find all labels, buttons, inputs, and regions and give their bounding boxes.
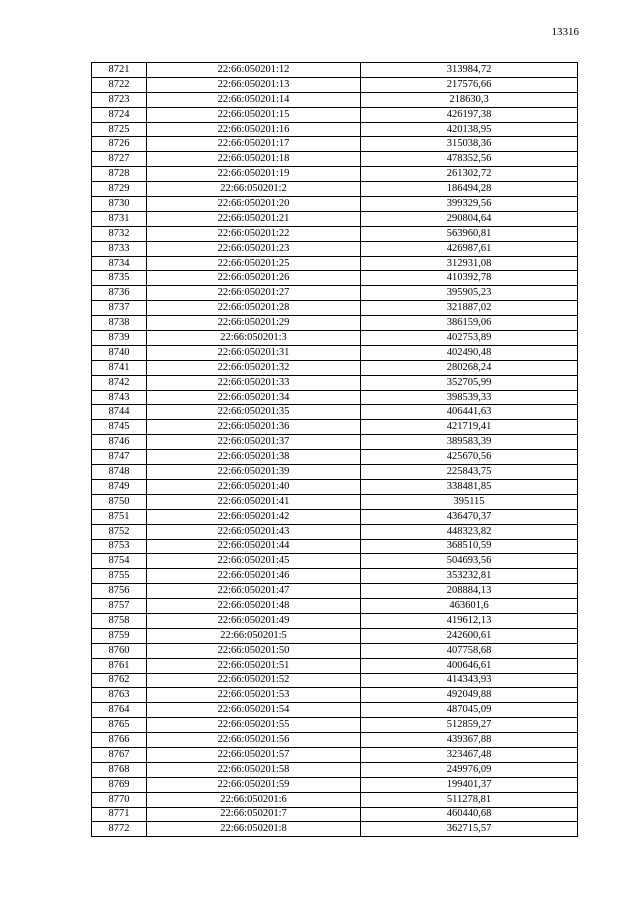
cadastral-number-cell: 22:66:050201:22	[147, 226, 361, 241]
table-row	[92, 822, 578, 837]
row-number-cell: 8736	[92, 286, 147, 301]
row-number-cell: 8732	[92, 226, 147, 241]
cadastral-value-cell: 487045,09	[361, 703, 578, 718]
cadastral-value-table	[91, 62, 578, 837]
row-number-cell: 8753	[92, 539, 147, 554]
cadastral-number-cell: 22:66:050201:8	[147, 822, 361, 837]
cadastral-value-cell: 290804,64	[361, 211, 578, 226]
cadastral-value-cell: 315038,36	[361, 137, 578, 152]
cadastral-number-cell: 22:66:050201:39	[147, 465, 361, 480]
cadastral-value-cell: 208884,13	[361, 584, 578, 599]
row-number-cell: 8721	[92, 63, 147, 78]
table-row	[92, 524, 578, 539]
cadastral-number-cell: 22:66:050201:20	[147, 197, 361, 212]
table-row	[92, 107, 578, 122]
cadastral-value-cell: 426197,38	[361, 107, 578, 122]
cadastral-number-cell: 22:66:050201:59	[147, 777, 361, 792]
cadastral-number-cell: 22:66:050201:31	[147, 345, 361, 360]
table-row	[92, 331, 578, 346]
row-number-cell: 8730	[92, 197, 147, 212]
table-row	[92, 63, 578, 78]
table-row	[92, 390, 578, 405]
table-row	[92, 494, 578, 509]
cadastral-number-cell: 22:66:050201:55	[147, 718, 361, 733]
table-row	[92, 479, 578, 494]
cadastral-number-cell: 22:66:050201:25	[147, 256, 361, 271]
table-row	[92, 465, 578, 480]
table-row	[92, 345, 578, 360]
table-row	[92, 435, 578, 450]
cadastral-number-cell: 22:66:050201:57	[147, 747, 361, 762]
row-number-cell: 8766	[92, 733, 147, 748]
cadastral-value-cell: 261302,72	[361, 167, 578, 182]
cadastral-number-cell: 22:66:050201:58	[147, 762, 361, 777]
table-row	[92, 569, 578, 584]
cadastral-number-cell: 22:66:050201:17	[147, 137, 361, 152]
cadastral-value-cell: 395115	[361, 494, 578, 509]
cadastral-value-cell: 312931,08	[361, 256, 578, 271]
row-number-cell: 8726	[92, 137, 147, 152]
table-row	[92, 718, 578, 733]
cadastral-number-cell: 22:66:050201:34	[147, 390, 361, 405]
cadastral-number-cell: 22:66:050201:15	[147, 107, 361, 122]
cadastral-number-cell: 22:66:050201:52	[147, 673, 361, 688]
cadastral-value-cell: 321887,02	[361, 301, 578, 316]
row-number-cell: 8729	[92, 182, 147, 197]
cadastral-number-cell: 22:66:050201:6	[147, 792, 361, 807]
row-number-cell: 8722	[92, 77, 147, 92]
row-number-cell: 8747	[92, 450, 147, 465]
table-row	[92, 92, 578, 107]
cadastral-value-cell: 492049,88	[361, 688, 578, 703]
row-number-cell: 8767	[92, 747, 147, 762]
cadastral-value-cell: 338481,85	[361, 479, 578, 494]
row-number-cell: 8765	[92, 718, 147, 733]
cadastral-number-cell: 22:66:050201:18	[147, 152, 361, 167]
table-row	[92, 122, 578, 137]
row-number-cell: 8738	[92, 316, 147, 331]
row-number-cell: 8770	[92, 792, 147, 807]
cadastral-number-cell: 22:66:050201:47	[147, 584, 361, 599]
table-row	[92, 554, 578, 569]
table-row	[92, 807, 578, 822]
cadastral-value-cell: 478352,56	[361, 152, 578, 167]
cadastral-value-cell: 353232,81	[361, 569, 578, 584]
table-row	[92, 777, 578, 792]
table-row	[92, 539, 578, 554]
row-number-cell: 8746	[92, 435, 147, 450]
row-number-cell: 8761	[92, 658, 147, 673]
cadastral-value-cell: 249976,09	[361, 762, 578, 777]
cadastral-number-cell: 22:66:050201:53	[147, 688, 361, 703]
cadastral-number-cell: 22:66:050201:32	[147, 360, 361, 375]
table-row	[92, 613, 578, 628]
row-number-cell: 8763	[92, 688, 147, 703]
table-row	[92, 747, 578, 762]
cadastral-number-cell: 22:66:050201:40	[147, 479, 361, 494]
cadastral-value-cell: 439367,88	[361, 733, 578, 748]
table-row	[92, 256, 578, 271]
table-row	[92, 733, 578, 748]
row-number-cell: 8741	[92, 360, 147, 375]
cadastral-value-cell: 420138,95	[361, 122, 578, 137]
page-number: 13316	[551, 26, 579, 38]
cadastral-number-cell: 22:66:050201:37	[147, 435, 361, 450]
cadastral-number-cell: 22:66:050201:41	[147, 494, 361, 509]
row-number-cell: 8762	[92, 673, 147, 688]
cadastral-number-cell: 22:66:050201:29	[147, 316, 361, 331]
cadastral-value-cell: 563960,81	[361, 226, 578, 241]
cadastral-number-cell: 22:66:050201:50	[147, 643, 361, 658]
cadastral-value-cell: 414343,93	[361, 673, 578, 688]
table-row	[92, 271, 578, 286]
cadastral-value-cell: 368510,59	[361, 539, 578, 554]
row-number-cell: 8725	[92, 122, 147, 137]
cadastral-value-cell: 511278,81	[361, 792, 578, 807]
row-number-cell: 8743	[92, 390, 147, 405]
row-number-cell: 8758	[92, 613, 147, 628]
cadastral-value-cell: 448323,82	[361, 524, 578, 539]
cadastral-value-cell: 280268,24	[361, 360, 578, 375]
row-number-cell: 8757	[92, 599, 147, 614]
cadastral-value-cell: 398539,33	[361, 390, 578, 405]
table-row	[92, 226, 578, 241]
cadastral-value-cell: 399329,56	[361, 197, 578, 212]
table-row	[92, 375, 578, 390]
table-row	[92, 450, 578, 465]
cadastral-number-cell: 22:66:050201:33	[147, 375, 361, 390]
cadastral-value-cell: 463601,6	[361, 599, 578, 614]
cadastral-value-cell: 421719,41	[361, 420, 578, 435]
cadastral-number-cell: 22:66:050201:46	[147, 569, 361, 584]
cadastral-value-cell: 426987,61	[361, 241, 578, 256]
table-row	[92, 137, 578, 152]
row-number-cell: 8759	[92, 628, 147, 643]
cadastral-value-cell: 186494,28	[361, 182, 578, 197]
cadastral-value-cell: 504693,56	[361, 554, 578, 569]
table-row	[92, 762, 578, 777]
row-number-cell: 8750	[92, 494, 147, 509]
cadastral-number-cell: 22:66:050201:42	[147, 509, 361, 524]
cadastral-number-cell: 22:66:050201:13	[147, 77, 361, 92]
row-number-cell: 8771	[92, 807, 147, 822]
row-number-cell: 8728	[92, 167, 147, 182]
row-number-cell: 8735	[92, 271, 147, 286]
table-row	[92, 182, 578, 197]
table-body	[92, 63, 578, 837]
cadastral-number-cell: 22:66:050201:26	[147, 271, 361, 286]
table-row	[92, 167, 578, 182]
cadastral-value-cell: 199401,37	[361, 777, 578, 792]
table-row	[92, 673, 578, 688]
cadastral-number-cell: 22:66:050201:54	[147, 703, 361, 718]
cadastral-value-cell: 406441,63	[361, 405, 578, 420]
cadastral-value-cell: 362715,57	[361, 822, 578, 837]
cadastral-number-cell: 22:66:050201:45	[147, 554, 361, 569]
cadastral-number-cell: 22:66:050201:14	[147, 92, 361, 107]
cadastral-number-cell: 22:66:050201:38	[147, 450, 361, 465]
cadastral-number-cell: 22:66:050201:5	[147, 628, 361, 643]
table-row	[92, 643, 578, 658]
cadastral-value-cell: 407758,68	[361, 643, 578, 658]
cadastral-number-cell: 22:66:050201:44	[147, 539, 361, 554]
cadastral-number-cell: 22:66:050201:27	[147, 286, 361, 301]
cadastral-value-cell: 425670,56	[361, 450, 578, 465]
cadastral-number-cell: 22:66:050201:16	[147, 122, 361, 137]
row-number-cell: 8772	[92, 822, 147, 837]
table-row	[92, 241, 578, 256]
table-row	[92, 628, 578, 643]
row-number-cell: 8740	[92, 345, 147, 360]
table-row	[92, 77, 578, 92]
row-number-cell: 8744	[92, 405, 147, 420]
row-number-cell: 8751	[92, 509, 147, 524]
row-number-cell: 8742	[92, 375, 147, 390]
table-row	[92, 286, 578, 301]
cadastral-value-cell: 389583,39	[361, 435, 578, 450]
cadastral-value-cell: 512859,27	[361, 718, 578, 733]
cadastral-value-cell: 395905,23	[361, 286, 578, 301]
table-row	[92, 152, 578, 167]
row-number-cell: 8769	[92, 777, 147, 792]
row-number-cell: 8764	[92, 703, 147, 718]
cadastral-value-cell: 460440,68	[361, 807, 578, 822]
row-number-cell: 8734	[92, 256, 147, 271]
cadastral-number-cell: 22:66:050201:43	[147, 524, 361, 539]
cadastral-value-cell: 217576,66	[361, 77, 578, 92]
cadastral-value-cell: 242600,61	[361, 628, 578, 643]
cadastral-number-cell: 22:66:050201:23	[147, 241, 361, 256]
row-number-cell: 8754	[92, 554, 147, 569]
row-number-cell: 8727	[92, 152, 147, 167]
table-row	[92, 658, 578, 673]
cadastral-number-cell: 22:66:050201:36	[147, 420, 361, 435]
cadastral-value-cell: 400646,61	[361, 658, 578, 673]
row-number-cell: 8739	[92, 331, 147, 346]
table-row	[92, 688, 578, 703]
row-number-cell: 8723	[92, 92, 147, 107]
row-number-cell: 8755	[92, 569, 147, 584]
cadastral-number-cell: 22:66:050201:28	[147, 301, 361, 316]
cadastral-number-cell: 22:66:050201:51	[147, 658, 361, 673]
cadastral-number-cell: 22:66:050201:12	[147, 63, 361, 78]
table-row	[92, 405, 578, 420]
table-row	[92, 584, 578, 599]
cadastral-value-cell: 402753,89	[361, 331, 578, 346]
row-number-cell: 8724	[92, 107, 147, 122]
cadastral-number-cell: 22:66:050201:19	[147, 167, 361, 182]
row-number-cell: 8749	[92, 479, 147, 494]
cadastral-value-cell: 386159,06	[361, 316, 578, 331]
row-number-cell: 8745	[92, 420, 147, 435]
cadastral-number-cell: 22:66:050201:48	[147, 599, 361, 614]
cadastral-value-cell: 436470,37	[361, 509, 578, 524]
table-row	[92, 301, 578, 316]
table-row	[92, 211, 578, 226]
cadastral-value-cell: 352705,99	[361, 375, 578, 390]
cadastral-number-cell: 22:66:050201:3	[147, 331, 361, 346]
cadastral-value-cell: 218630,3	[361, 92, 578, 107]
table-row	[92, 792, 578, 807]
table-row	[92, 197, 578, 212]
cadastral-number-cell: 22:66:050201:56	[147, 733, 361, 748]
cadastral-number-cell: 22:66:050201:7	[147, 807, 361, 822]
row-number-cell: 8752	[92, 524, 147, 539]
cadastral-number-cell: 22:66:050201:49	[147, 613, 361, 628]
cadastral-value-cell: 410392,78	[361, 271, 578, 286]
cadastral-number-cell: 22:66:050201:21	[147, 211, 361, 226]
table-row	[92, 360, 578, 375]
row-number-cell: 8731	[92, 211, 147, 226]
table-row	[92, 599, 578, 614]
table-row	[92, 420, 578, 435]
table-row	[92, 703, 578, 718]
row-number-cell: 8737	[92, 301, 147, 316]
cadastral-number-cell: 22:66:050201:2	[147, 182, 361, 197]
table-row	[92, 509, 578, 524]
row-number-cell: 8756	[92, 584, 147, 599]
cadastral-value-cell: 402490,48	[361, 345, 578, 360]
row-number-cell: 8748	[92, 465, 147, 480]
cadastral-number-cell: 22:66:050201:35	[147, 405, 361, 420]
cadastral-value-cell: 313984,72	[361, 63, 578, 78]
row-number-cell: 8733	[92, 241, 147, 256]
cadastral-value-cell: 323467,48	[361, 747, 578, 762]
row-number-cell: 8760	[92, 643, 147, 658]
table-row	[92, 316, 578, 331]
row-number-cell: 8768	[92, 762, 147, 777]
cadastral-value-cell: 225843,75	[361, 465, 578, 480]
cadastral-value-cell: 419612,13	[361, 613, 578, 628]
